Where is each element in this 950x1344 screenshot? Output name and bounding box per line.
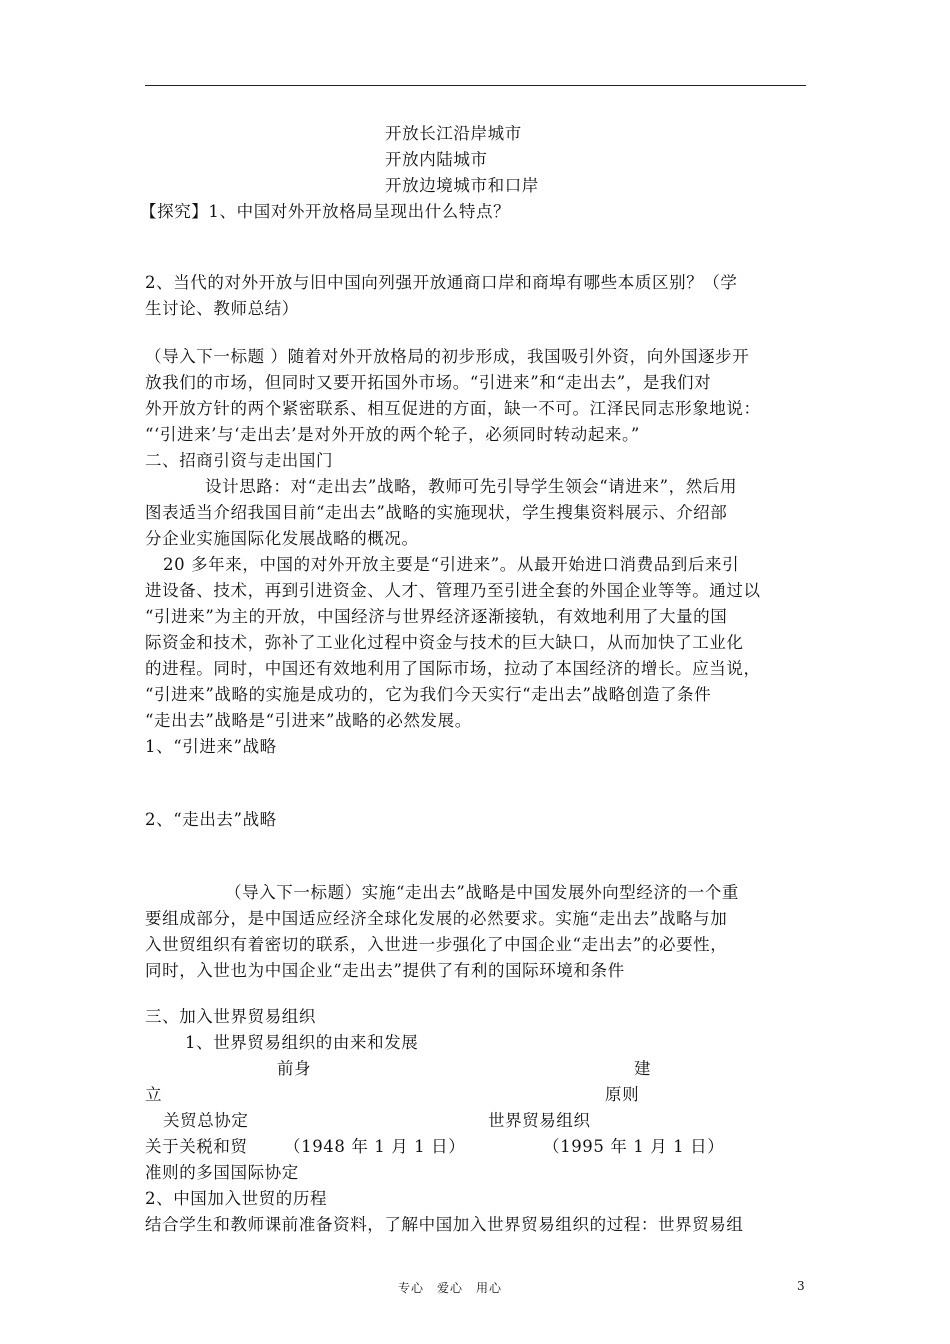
paragraph-line: 设计思路：对“走出去”战略，教师可先引导学生领会“请进来”，然后用 [205, 477, 738, 496]
footer-motto: 专心 爱心 用心 [398, 1281, 503, 1295]
paragraph-line: 图表适当介绍我国目前“走出去”战略的实施现状，学生搜集资料展示、介绍部 [145, 503, 728, 522]
diagram-label: 关贸总协定 [163, 1111, 249, 1130]
diagram-label: 前身 [277, 1059, 312, 1078]
paragraph-line: “引进来”战略的实施是成功的，它为我们今天实行“走出去”战略创造了条件 [145, 685, 712, 704]
subheading: 2、“走出去”战略 [145, 810, 277, 829]
paragraph-line: “走出去”战略是“引进来”战略的必然发展。 [145, 711, 472, 730]
diagram-label: （1948 年 1 月 1 日） [284, 1137, 466, 1156]
text-line: 生讨论、教师总结） [145, 299, 299, 318]
paragraph-line: 分企业实施国际化发展战略的概况。 [145, 529, 419, 548]
text-line: 开放边境城市和口岸 [385, 176, 539, 195]
paragraph-line: 入世贸组织有着密切的联系，入世进一步强化了中国企业“走出去”的必要性， [145, 935, 728, 954]
header-rule [145, 85, 806, 86]
paragraph-line: （导入下一标题）实施“走出去”战略是中国发展外向型经济的一个重 [225, 883, 739, 902]
diagram-label: 建 [634, 1059, 652, 1078]
paragraph-line: “‘引进来’与‘走出去’是对外开放的两个轮子，必须同时转动起来。” [145, 425, 640, 444]
diagram-label: 世界贸易组织 [488, 1111, 591, 1130]
paragraph-line: 外开放方针的两个紧密联系、相互促进的方面，缺一不可。江泽民同志形象地说： [145, 399, 761, 418]
diagram-label: 原则 [605, 1085, 640, 1104]
paragraph-line: 20 多年来，中国的对外开放主要是“引进来”。从最开始进口消费品到后来引 [163, 555, 740, 574]
paragraph-line: 放我们的市场，但同时又要开拓国外市场。“引进来”和“走出去”，是我们对 [145, 373, 712, 392]
paragraph-line: （导入下一标题 ）随着对外开放格局的初步形成，我国吸引外资，向外国逐步开 [145, 347, 750, 366]
subheading: 2、中国加入世贸的历程 [145, 1189, 328, 1208]
section-heading-2: 二、招商引资与走出国门 [145, 451, 334, 470]
text-line: 开放内陆城市 [385, 150, 488, 169]
paragraph-line: 同时，入世也为中国企业“走出去”提供了有利的国际环境和条件 [145, 961, 625, 980]
diagram-label: 准则的多国国际协定 [145, 1163, 299, 1182]
paragraph-line: 结合学生和教师课前准备资料，了解中国加入世界贸易组织的过程：世界贸易组 [145, 1215, 744, 1234]
paragraph-line: 际资金和技术，弥补了工业化过程中资金与技术的巨大缺口，从而加快了工业化 [145, 633, 744, 652]
subheading: 1、“引进来”战略 [145, 737, 277, 756]
diagram-label: 关于关税和贸 [145, 1137, 248, 1156]
question-2: 2、当代的对外开放与旧中国向列强开放通商口岸和商埠有哪些本质区别？（学 [145, 273, 738, 292]
text-line: 开放长江沿岸城市 [385, 124, 522, 143]
paragraph-line: 的进程。同时，中国还有效地利用了国际市场，拉动了本国经济的增长。应当说， [145, 659, 761, 678]
paragraph-line: 进设备、技术，再到引进资金、人才、管理乃至引进全套的外国企业等等。通过以 [145, 581, 761, 600]
question-1: 【探究】1、中国对外开放格局呈现出什么特点？ [140, 202, 511, 221]
paragraph-line: 要组成部分，是中国适应经济全球化发展的必然要求。实施“走出去”战略与加 [145, 909, 728, 928]
subheading: 1、世界贸易组织的由来和发展 [185, 1033, 419, 1052]
diagram-label: （1995 年 1 月 1 日） [543, 1137, 725, 1156]
paragraph-line: “引进来”为主的开放，中国经济与世界经济逐渐接轨，有效地利用了大量的国 [145, 607, 728, 626]
page-number: 3 [797, 1279, 805, 1293]
diagram-label: 立 [145, 1085, 163, 1104]
section-heading-3: 三、加入世界贸易组织 [145, 1007, 316, 1026]
